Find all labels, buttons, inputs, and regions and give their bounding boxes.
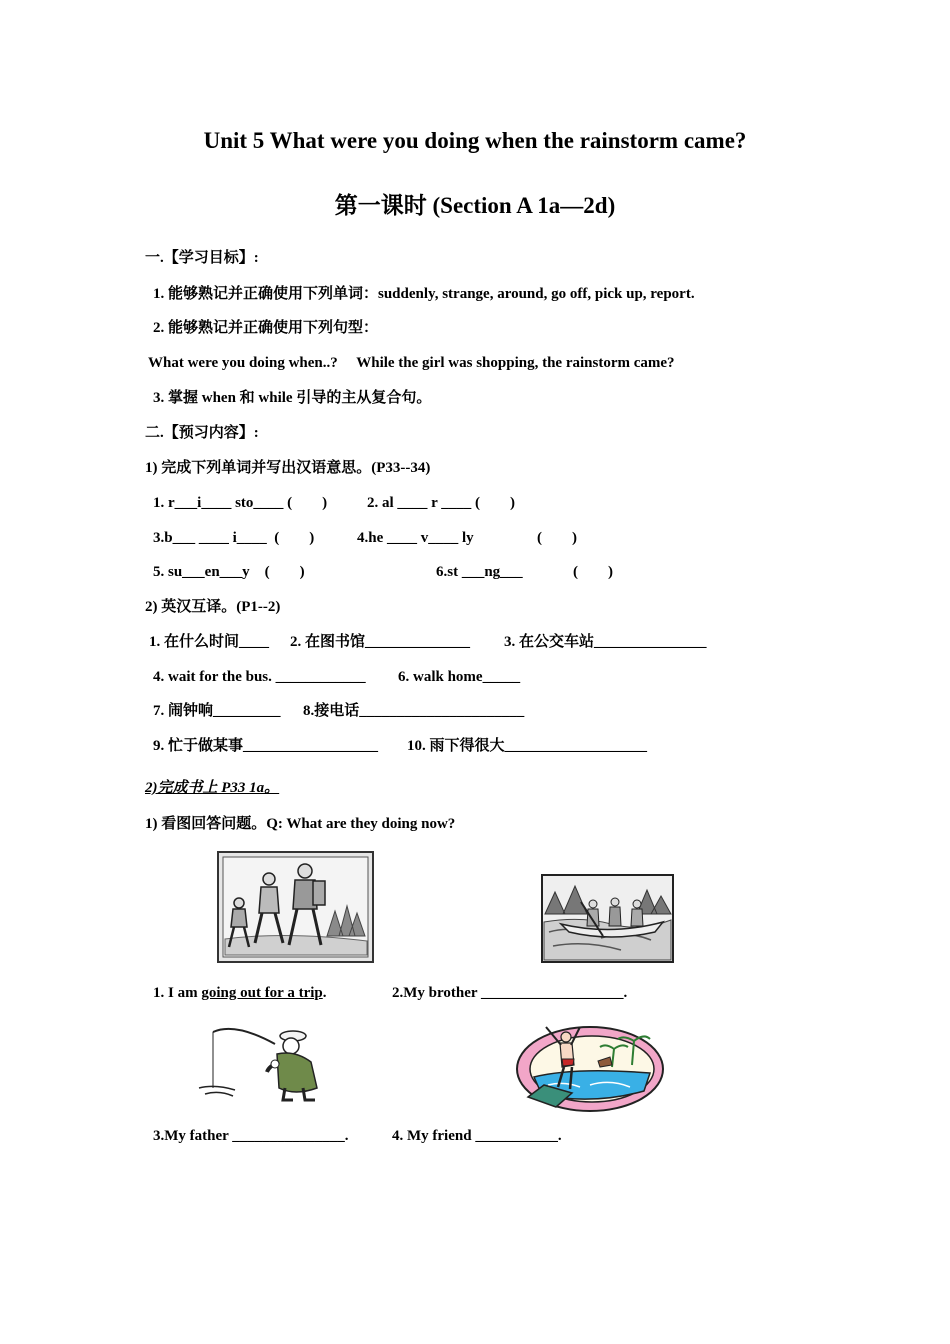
canoe-picture — [541, 874, 674, 963]
page-title: Unit 5 What were you doing when the rainstorm came? — [203, 128, 747, 153]
page-subtitle: 第一课时 (Section A 1a—2d) — [334, 193, 616, 218]
answer-1-end: . — [322, 985, 327, 1001]
part2-heading: 2) 英汉互译。(P1--2) — [145, 599, 281, 615]
objective-1: 1. 能够熟记并正确使用下列单词：suddenly, strange, around, go off, pick up, report. — [153, 286, 695, 302]
section2-heading: 二.【预习内容】: — [145, 425, 259, 441]
word-blank-6: 6.st ___ng___ — [436, 564, 523, 580]
hikers-picture — [217, 851, 374, 963]
part1-heading: 1) 完成下列单词并写出汉语意思。(P33--34) — [145, 460, 431, 476]
objective-2: 2. 能够熟记并正确使用下列句型： — [153, 320, 379, 336]
objective-2-sentences: What were you doing when..? While the girl was shopping, the rainstorm came? — [148, 355, 675, 371]
translate-4: 4. wait for the bus. ____________ — [153, 669, 366, 685]
translate-3: 3. 在公交车站_______________ — [504, 634, 707, 650]
translate-9: 9. 忙于做某事__________________ — [153, 738, 379, 754]
word-blank-1: 1. r___i____ sto____ ( ) — [153, 495, 328, 511]
translate-8: 8.接电话______________________ — [303, 703, 525, 719]
word-blank-6-paren: ( ) — [573, 564, 613, 580]
word-blank-5: 5. su___en___y ( ) — [153, 564, 305, 580]
answer-3: 3.My father _______________. — [153, 1128, 349, 1144]
part3-heading: 2)完成书上 P33 1a。 — [145, 780, 280, 796]
objective-3: 3. 掌握 when 和 while 引导的主从复合句。 — [153, 390, 432, 406]
word-blank-2: 2. al ____ r ____ ( ) — [367, 495, 516, 511]
translate-7: 7. 闹钟响_________ — [153, 703, 281, 719]
answer-4: 4. My friend ___________. — [392, 1128, 562, 1144]
word-blank-4-paren: ( ) — [537, 530, 577, 546]
answer-1-start: 1. I am — [153, 985, 202, 1001]
translate-6: 6. walk home_____ — [398, 669, 521, 685]
answer-1-example: going out for a trip — [201, 985, 323, 1001]
answer-1-prefix — [153, 984, 327, 1002]
translate-1: 1. 在什么时间____ — [149, 634, 270, 650]
fisherman-picture — [195, 1022, 325, 1102]
translate-10: 10. 雨下得很大___________________ — [407, 738, 648, 754]
word-blank-3: 3.b___ ____ i____ ( ) — [153, 530, 315, 546]
diver-picture — [514, 1021, 666, 1113]
translate-2: 2. 在图书馆______________ — [290, 634, 471, 650]
section1-heading: 一.【学习目标】: — [145, 250, 259, 266]
word-blank-4: 4.he ____ v____ ly — [357, 530, 474, 546]
answer-2: 2.My brother ___________________. — [392, 985, 628, 1001]
part4-heading: 1) 看图回答问题。Q: What are they doing now? — [145, 816, 456, 832]
